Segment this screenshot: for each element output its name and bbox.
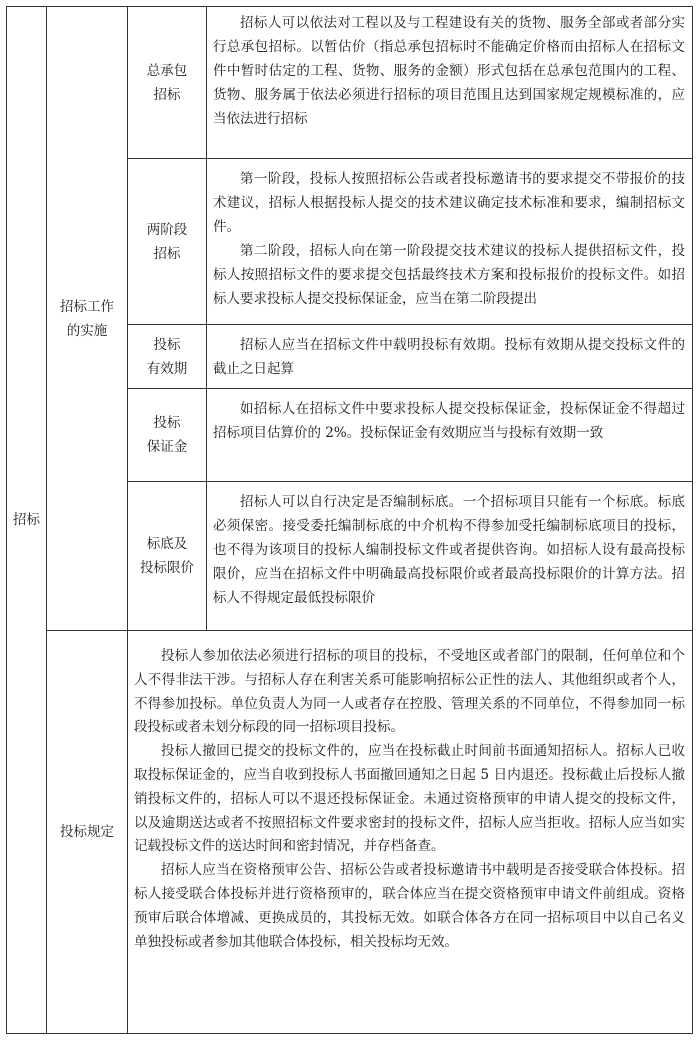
section-content-bidding-rules <box>134 645 685 954</box>
row-label-bid-bond <box>128 389 206 481</box>
col-divider-3 <box>206 6 207 630</box>
row-content-two-stage <box>213 167 685 311</box>
section-label-bidding-rules <box>47 631 127 1033</box>
section-label-bidding-rules-text: 投标规定 <box>60 824 114 840</box>
row-label-two-stage <box>128 159 206 324</box>
row-divider-4 <box>127 481 693 482</box>
row-label-bid-bond-text: 投标 保证金 <box>146 415 188 455</box>
paragraph: 投标人参加依法必须进行招标的项目的投标，不受地区或者部门的限制，任何单位和个人不得非法干涉。与招标人存在利害关系可能影响招标公正性的法人、其他组织或者个人，不得参加投标。单位负责人为同一人或者存在控股、管理关系的不同单位，不得参加同一标段投标或者未划分标段的同一招标项目投标。 <box>134 648 685 736</box>
row-content-general-contract <box>213 11 685 131</box>
category-label-text: 招标 <box>13 512 40 528</box>
paragraph: 招标人可以依法对工程以及与工程建设有关的货物、服务全部或者部分实行总承包招标。以暂估价（指总承包招标时不能确定价格而由招标人在招标文件中暂时估定的工程、货物、服务的金额）形式包括在总承包范围内的工程、货物、服务属于依法必须进行招标的项目范围且达到国家规定规模标准的，应当依法进行招标 <box>213 15 685 127</box>
row-divider-1 <box>127 158 693 159</box>
row-label-reserve-price-text: 标底及 投标限价 <box>140 536 194 576</box>
row-divider-2 <box>127 324 693 325</box>
section-label-implementation-text: 招标工作 的实施 <box>60 298 114 339</box>
paragraph: 招标人可以自行决定是否编制标底。一个招标项目只能有一个标底。标底必须保密。接受委托编制标底的中介机构不得参加受托编制标底项目的投标，也不得为该项目的投标人编制投标文件或者提供咨询。如招标人设有最高投标限价，应当在招标文件中明确最高投标限价或者最高投标限价的计算方法。招标人不得规定最低投标限价 <box>213 494 685 606</box>
paragraph: 第一阶段，投标人按照招标公告或者投标邀请书的要求提交不带报价的技术建议，招标人根据投标人提交的技术建议确定技术标准和要求，编制招标文件。 <box>213 171 685 235</box>
row-content-reserve-price <box>213 490 685 610</box>
row-label-two-stage-text: 两阶段 招标 <box>146 221 188 262</box>
section-divider <box>46 630 693 631</box>
row-label-general-contract <box>128 7 206 158</box>
paragraph: 投标人撤回已提交的投标文件的，应当在投标截止时间前书面通知招标人。招标人已收取投标保证金的，应当自收到投标人书面撤回通知之日起 5 日内退还。投标截止后投标人撤销投标文件的，招标人可以不退还投标保证金。未通过资格预审的申请人提交的投标文件，以及逾期送达或者不按照招标文件要求密封的投标文件，招标人应当拒收。招标人应当如实记载投标文件的送达时间和密封情况，并存档备查。 <box>134 743 685 855</box>
category-label <box>7 7 46 1033</box>
paragraph: 招标人应当在资格预审公告、招标公告或者投标邀请书中载明是否接受联合体投标。招标人接受联合体投标并进行资格预审的，联合体应当在提交资格预审申请文件前组成。资格预审后联合体增减、更换成员的，其投标无效。如联合体各方在同一招标项目中以自己名义单独投标或者参加其他联合体投标，相关投标均无效。 <box>134 862 685 950</box>
row-label-bid-validity <box>128 325 206 388</box>
row-label-bid-validity-text: 投标 有效期 <box>146 336 188 377</box>
row-content-bid-validity <box>213 333 685 381</box>
paragraph: 如招标人在招标文件中要求投标人提交投标保证金，投标保证金不得超过招标项目估算价的 2%。投标保证金有效期应当与投标有效期一致 <box>213 401 685 441</box>
paragraph: 第二阶段，招标人向在第一阶段提交技术建议的投标人提供招标文件，投标人按照招标文件的要求提交包括最终技术方案和投标报价的投标文件。如招标人要求投标人提交投标保证金，应当在第二阶段提出 <box>213 243 685 307</box>
paragraph: 招标人应当在招标文件中载明投标有效期。投标有效期从提交投标文件的截止之日起算 <box>213 337 685 377</box>
section-label-implementation <box>47 7 127 630</box>
row-content-bid-bond <box>213 397 685 445</box>
row-label-general-contract-text: 总承包 招标 <box>146 62 188 103</box>
row-divider-3 <box>127 388 693 389</box>
row-label-reserve-price <box>128 482 206 630</box>
